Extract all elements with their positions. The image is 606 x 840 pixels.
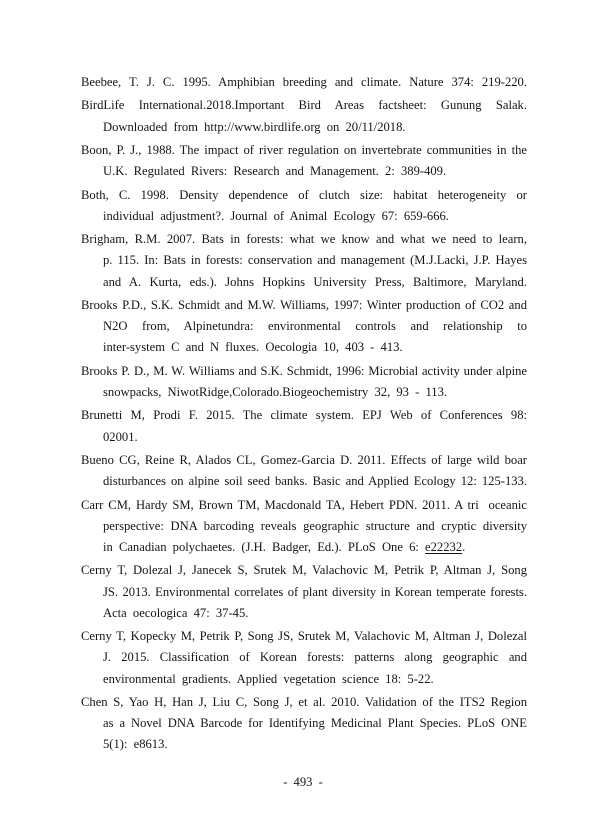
reference-line: p. 115. In: Bats in forests: conservation and management (M.J.Lacki, J.P. Hayes <box>103 253 527 268</box>
reference-line: Bueno CG, Reine R, Alados CL, Gomez-Garcia D. 2011. Effects of large wild boar <box>81 452 527 467</box>
reference-line: Both, C. 1998. Density dependence of clutch size: habitat heterogeneity or <box>81 187 527 202</box>
reference-line: Brooks P.D., S.K. Schmidt and M.W. Williams, 1997: Winter production of CO2 and <box>81 297 527 312</box>
reference-line: perspective: DNA barcoding reveals geographic structure and cryptic diversity <box>103 518 527 533</box>
reference-line: Beebee, T. J. C. 1995. Amphibian breeding and climate. Nature 374: 219-220. <box>81 75 527 89</box>
reference-line: Cerny T, Kopecky M, Petrik P, Song JS, Srutek M, Valachovic M, Altman J, Dolezal <box>81 629 527 644</box>
reference-entry <box>81 626 527 690</box>
reference-entry <box>81 185 527 227</box>
reference-line: Carr CM, Hardy SM, Brown TM, Macdonald TA, Hebert PDN. 2011. A tri oceanic <box>81 497 527 512</box>
reference-line: U.K. Regulated Rivers: Research and Management. 2: 389-409. <box>103 164 447 179</box>
reference-line: N2O from, Alpinetundra: environmental controls and relationship to <box>103 319 527 334</box>
reference-line: Chen S, Yao H, Han J, Liu C, Song J, et al. 2010. Validation of the ITS2 Region <box>81 694 527 709</box>
reference-line: individual adjustment?. Journal of Animal Ecology 67: 659-666. <box>103 208 449 223</box>
reference-entry <box>81 692 527 756</box>
reference-entry <box>81 450 527 492</box>
reference-line: as a Novel DNA Barcode for Identifying Medicinal Plant Species. PLoS ONE <box>103 716 527 731</box>
reference-line <box>81 537 527 558</box>
article-id-link[interactable]: e22232 <box>425 539 463 554</box>
page-number: - 493 - <box>283 775 323 789</box>
reference-entry <box>81 295 527 359</box>
reference-line: 5(1): e8613. <box>103 737 168 752</box>
reference-line: J. 2015. Classification of Korean forests: patterns along geographic and <box>103 650 527 665</box>
reference-entry <box>81 72 527 93</box>
reference-line: Downloaded from http://www.birdlife.org on 20/11/2018. <box>103 119 406 134</box>
reference-line: Boon, P. J., 1988. The impact of river regulation on invertebrate communities in the <box>81 142 527 157</box>
reference-line: Acta oecologica 47: 37-45. <box>103 605 249 620</box>
reference-line: snowpacks, NiwotRidge,Colorado.Biogeochemistry 32, 93 - 113. <box>103 384 448 399</box>
reference-entry <box>81 495 527 559</box>
reference-line: disturbances on alpine soil seed banks. Basic and Applied Ecology 12: 125-133. <box>103 474 527 489</box>
reference-entry <box>81 405 527 447</box>
reference-text: . <box>462 539 466 554</box>
reference-entry <box>81 560 527 624</box>
reference-list <box>81 72 527 756</box>
reference-entry <box>81 95 527 137</box>
reference-line: BirdLife International.2018.Important Bird Areas factsheet: Gunung Salak. <box>81 98 527 113</box>
reference-line: environmental gradients. Applied vegetation science 18: 5-22. <box>103 671 434 686</box>
reference-line: inter-system C and N fluxes. Oecologia 10, 403 - 413. <box>103 340 403 355</box>
reference-line: Brunetti M, Prodi F. 2015. The climate system. EPJ Web of Conferences 98: <box>81 408 527 423</box>
reference-line: 02001. <box>103 429 138 444</box>
reference-line: Brooks P. D., M. W. Williams and S.K. Schmidt, 1996: Microbial activity under alpine <box>81 363 527 378</box>
reference-entry <box>81 361 527 403</box>
reference-line: Cerny T, Dolezal J, Janecek S, Srutek M, Valachovic M, Petrik P, Altman J, Song <box>81 563 527 578</box>
reference-line: Brigham, R.M. 2007. Bats in forests: what we know and what we need to learn, <box>81 232 527 247</box>
reference-text: in Canadian polychaetes. (J.H. Badger, Ed.). PLoS One 6: <box>103 539 426 554</box>
reference-line: and A. Kurta, eds.). Johns Hopkins University Press, Baltimore, Maryland. <box>103 274 527 289</box>
reference-line: JS. 2013. Environmental correlates of plant diversity in Korean temperate forests. <box>103 584 527 599</box>
reference-entry <box>81 229 527 293</box>
reference-entry <box>81 140 527 182</box>
